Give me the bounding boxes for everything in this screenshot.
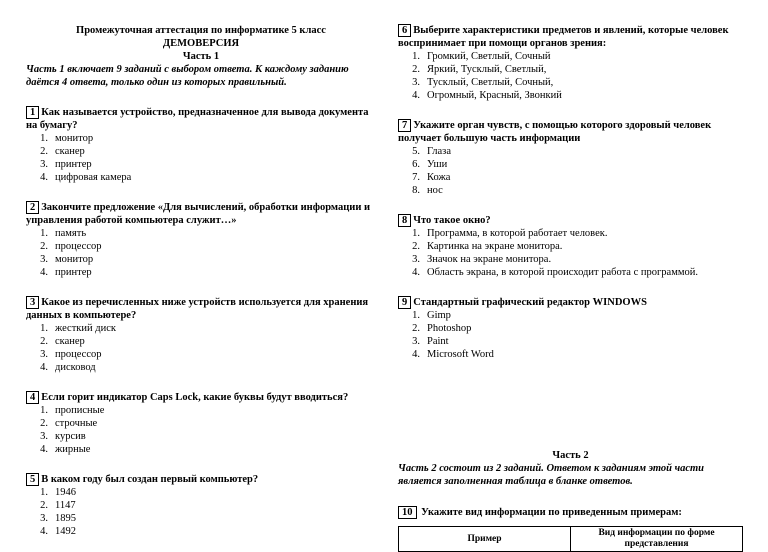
answer-option bbox=[398, 50, 743, 63]
answer-option bbox=[26, 361, 376, 374]
answer-option bbox=[26, 227, 376, 240]
answer-options bbox=[398, 227, 743, 279]
option-text: строчные bbox=[55, 418, 98, 429]
task-4 bbox=[26, 391, 376, 456]
option-number: 2. bbox=[40, 500, 48, 511]
task-2 bbox=[26, 201, 376, 279]
task-question: Закончите предложение «Для вычислений, обработки информации и управления работой компьютера служит…» bbox=[26, 202, 371, 226]
option-number: 2. bbox=[412, 323, 420, 334]
option-number: 1. bbox=[412, 51, 420, 62]
table-header-row bbox=[399, 527, 743, 552]
answer-options bbox=[398, 145, 743, 197]
option-text: 1147 bbox=[55, 500, 76, 511]
option-text: 1946 bbox=[55, 487, 76, 498]
option-number: 4. bbox=[40, 267, 48, 278]
task-9 bbox=[398, 296, 743, 361]
task-7 bbox=[398, 119, 743, 197]
task-question: Укажите орган чувств, с помощью которого здоровый человек получает большую часть информации bbox=[398, 120, 712, 144]
option-text: принтер bbox=[55, 159, 92, 170]
option-number: 4. bbox=[40, 172, 48, 183]
option-number: 2. bbox=[412, 64, 420, 75]
table-header-info-type: Вид информации по форме представления bbox=[571, 527, 743, 552]
option-number: 1. bbox=[40, 405, 48, 416]
task-number: 9 bbox=[398, 296, 411, 309]
answer-option bbox=[398, 240, 743, 253]
option-text: принтер bbox=[55, 267, 92, 278]
answer-options bbox=[26, 227, 376, 279]
task-question: Укажите вид информации по приведенным примерам: bbox=[421, 507, 682, 518]
task-question: В каком году был создан первый компьютер? bbox=[41, 474, 259, 485]
option-text: Уши bbox=[427, 159, 448, 170]
answer-options bbox=[26, 486, 376, 538]
task-question-line bbox=[26, 473, 376, 486]
task-number: 5 bbox=[26, 473, 39, 486]
task-5 bbox=[26, 473, 376, 538]
option-text: Значок на экране монитора. bbox=[427, 254, 552, 265]
option-text: Paint bbox=[427, 336, 449, 347]
answer-option bbox=[26, 404, 376, 417]
answer-options bbox=[398, 50, 743, 102]
option-text: Картинка на экране монитора. bbox=[427, 241, 563, 252]
answer-option bbox=[26, 132, 376, 145]
option-number: 3. bbox=[412, 336, 420, 347]
task-number: 2 bbox=[26, 201, 39, 214]
option-text: Кожа bbox=[427, 172, 451, 183]
answer-option bbox=[398, 76, 743, 89]
task-6 bbox=[398, 24, 743, 102]
left-column bbox=[26, 24, 376, 538]
task-question-line bbox=[26, 391, 376, 404]
option-text: Глаза bbox=[427, 146, 451, 157]
option-number: 1. bbox=[40, 487, 48, 498]
task-question: Как называется устройство, предназначенное для вывода документа на бумагу? bbox=[26, 107, 369, 131]
answer-option bbox=[398, 348, 743, 361]
task-question-line bbox=[398, 24, 743, 50]
option-number: 2. bbox=[412, 241, 420, 252]
option-number: 4. bbox=[412, 349, 420, 360]
option-number: 3. bbox=[412, 77, 420, 88]
option-text: жирные bbox=[55, 444, 91, 455]
answer-option bbox=[26, 240, 376, 253]
task-number: 10 bbox=[398, 506, 417, 519]
part2-section bbox=[398, 449, 743, 552]
option-number: 2. bbox=[40, 241, 48, 252]
page-title: Промежуточная аттестация по информатике 5 класс bbox=[76, 25, 326, 36]
option-text: Огромный, Красный, Звонкий bbox=[427, 90, 562, 101]
answer-option bbox=[26, 322, 376, 335]
task-question-line bbox=[398, 119, 743, 145]
option-text: монитор bbox=[55, 254, 94, 265]
answer-option bbox=[398, 184, 743, 197]
option-number: 4. bbox=[40, 526, 48, 537]
option-text: Область экрана, в которой происходит работа с программой. bbox=[427, 267, 698, 278]
option-number: 3. bbox=[40, 513, 48, 524]
answer-option bbox=[398, 309, 743, 322]
option-number: 6. bbox=[412, 159, 420, 170]
right-task-list bbox=[398, 24, 743, 361]
option-number: 3. bbox=[40, 431, 48, 442]
answer-option bbox=[26, 266, 376, 279]
option-text: Photoshop bbox=[427, 323, 472, 334]
option-number: 4. bbox=[40, 362, 48, 373]
option-number: 3. bbox=[412, 254, 420, 265]
answer-option bbox=[26, 499, 376, 512]
option-number: 7. bbox=[412, 172, 420, 183]
option-text: Тусклый, Светлый, Сочный, bbox=[427, 77, 554, 88]
task-number: 4 bbox=[26, 391, 39, 404]
option-text: процессор bbox=[55, 241, 102, 252]
part1-heading: Часть 1 bbox=[182, 51, 220, 62]
answer-option bbox=[398, 227, 743, 240]
option-text: дисковод bbox=[55, 362, 96, 373]
task-number: 8 bbox=[398, 214, 411, 227]
answer-option bbox=[398, 63, 743, 76]
answer-table bbox=[398, 526, 743, 552]
option-text: Громкий, Светлый, Сочный bbox=[427, 51, 551, 62]
option-number: 1. bbox=[40, 133, 48, 144]
option-text: сканер bbox=[55, 336, 85, 347]
task-question-line bbox=[26, 296, 376, 322]
answer-option bbox=[26, 417, 376, 430]
answer-option bbox=[26, 171, 376, 184]
page-subtitle: ДЕМОВЕРСИЯ bbox=[162, 38, 240, 49]
right-column bbox=[398, 24, 743, 552]
task-number: 7 bbox=[398, 119, 411, 132]
answer-option bbox=[26, 512, 376, 525]
option-text: цифровая камера bbox=[55, 172, 132, 183]
answer-option bbox=[26, 443, 376, 456]
answer-option bbox=[398, 171, 743, 184]
option-number: 8. bbox=[412, 185, 420, 196]
task-question-line bbox=[398, 296, 743, 309]
part2-intro: Часть 2 состоит из 2 заданий. Ответом к заданиям этой части является заполненная таблица в бланке ответов. bbox=[398, 463, 705, 487]
option-text: процессор bbox=[55, 349, 102, 360]
task-8 bbox=[398, 214, 743, 279]
answer-option bbox=[26, 253, 376, 266]
option-text: Gimp bbox=[427, 310, 451, 321]
option-number: 3. bbox=[40, 349, 48, 360]
option-number: 5. bbox=[412, 146, 420, 157]
task-10 bbox=[398, 506, 743, 519]
option-text: прописные bbox=[55, 405, 105, 416]
answer-options bbox=[398, 309, 743, 361]
option-number: 1. bbox=[40, 228, 48, 239]
answer-option bbox=[26, 348, 376, 361]
option-text: монитор bbox=[55, 133, 94, 144]
task-1 bbox=[26, 106, 376, 184]
task-question: Выберите характеристики предметов и явлений, которые человек воспринимает при помощи органов зрения: bbox=[398, 25, 729, 49]
task-question: Какое из перечисленных ниже устройств используется для хранения данных в компьютере? bbox=[26, 297, 369, 321]
part2-heading: Часть 2 bbox=[552, 450, 589, 461]
task-number: 3 bbox=[26, 296, 39, 309]
answer-options bbox=[26, 322, 376, 374]
answer-options bbox=[26, 404, 376, 456]
answer-option bbox=[26, 525, 376, 538]
option-number: 3. bbox=[40, 159, 48, 170]
task-question: Что такое окно? bbox=[413, 215, 491, 226]
option-number: 4. bbox=[412, 90, 420, 101]
option-text: Microsoft Word bbox=[427, 349, 494, 360]
task-question: Если горит индикатор Caps Lock, какие буквы будут вводиться? bbox=[41, 392, 349, 403]
answer-option bbox=[26, 145, 376, 158]
answer-option bbox=[26, 430, 376, 443]
task-question-line bbox=[26, 201, 376, 227]
option-number: 2. bbox=[40, 418, 48, 429]
option-text: Яркий, Тусклый, Светлый, bbox=[427, 64, 547, 75]
option-text: жесткий диск bbox=[55, 323, 116, 334]
answer-option bbox=[26, 158, 376, 171]
option-number: 1. bbox=[40, 323, 48, 334]
task-question-line bbox=[398, 214, 743, 227]
task-number: 6 bbox=[398, 24, 411, 37]
task-number: 1 bbox=[26, 106, 39, 119]
option-number: 1. bbox=[412, 228, 420, 239]
option-number: 1. bbox=[412, 310, 420, 321]
option-text: курсив bbox=[55, 431, 86, 442]
option-number: 4. bbox=[40, 444, 48, 455]
option-text: сканер bbox=[55, 146, 85, 157]
task-question: Стандартный графический редактор WINDOWS bbox=[413, 297, 647, 308]
option-number: 2. bbox=[40, 336, 48, 347]
option-text: 1895 bbox=[55, 513, 76, 524]
task-3 bbox=[26, 296, 376, 374]
answer-option bbox=[26, 335, 376, 348]
option-text: Программа, в которой работает человек. bbox=[427, 228, 608, 239]
option-number: 2. bbox=[40, 146, 48, 157]
option-number: 4. bbox=[412, 267, 420, 278]
answer-option bbox=[26, 486, 376, 499]
option-text: память bbox=[55, 228, 87, 239]
answer-option bbox=[398, 266, 743, 279]
answer-options bbox=[26, 132, 376, 184]
answer-option bbox=[398, 158, 743, 171]
task-question-line bbox=[26, 106, 376, 132]
answer-option bbox=[398, 253, 743, 266]
option-text: нос bbox=[427, 185, 443, 196]
answer-option bbox=[398, 335, 743, 348]
table-header-example: Пример bbox=[399, 527, 571, 552]
answer-option bbox=[398, 145, 743, 158]
option-number: 3. bbox=[40, 254, 48, 265]
answer-option bbox=[398, 322, 743, 335]
part1-intro: Часть 1 включает 9 заданий с выбором ответа. К каждому заданию даётся 4 ответа, только один из которых правильный. bbox=[26, 64, 349, 88]
left-task-list bbox=[26, 106, 376, 538]
option-text: 1492 bbox=[55, 526, 76, 537]
answer-option bbox=[398, 89, 743, 102]
